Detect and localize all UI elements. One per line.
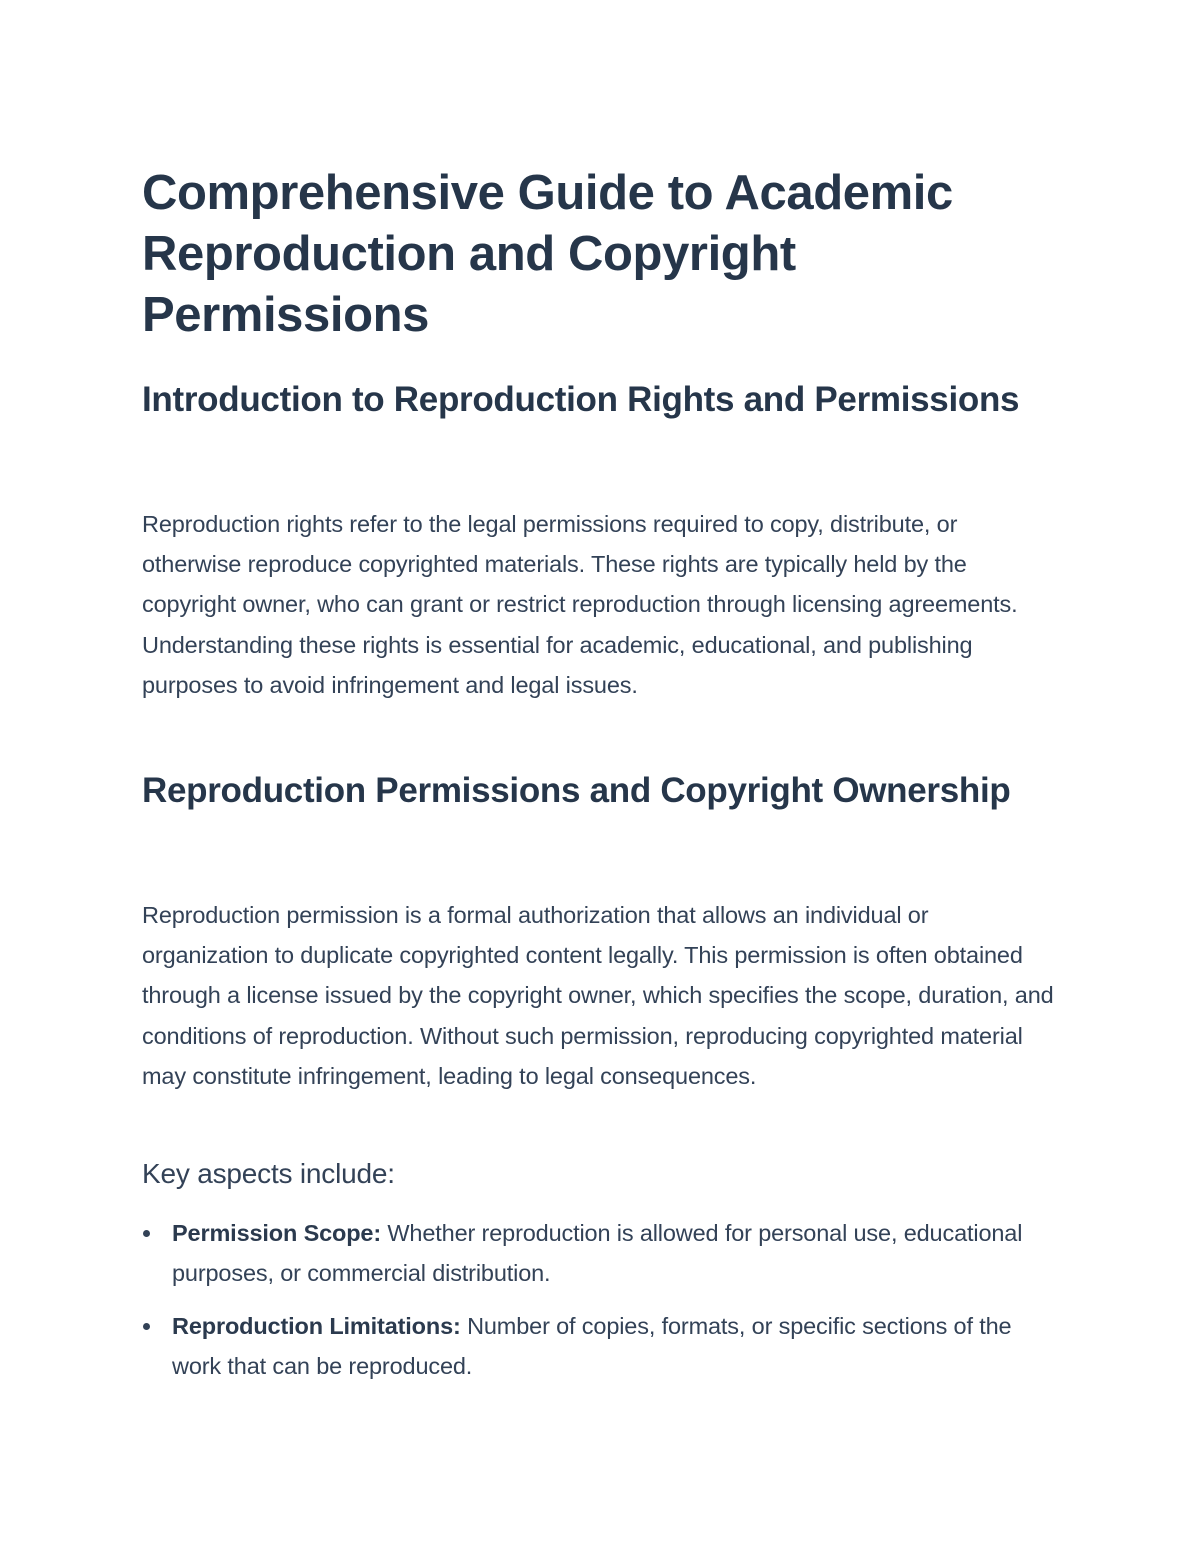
- list-item-text: Number of copies, formats, or specific sections of the work that can be reproduced.: [172, 1313, 1012, 1379]
- section-heading-introduction: Introduction to Reproduction Rights and Permissions: [142, 380, 1020, 419]
- bullet-icon: [143, 1230, 150, 1237]
- introduction-paragraph: Reproduction rights refer to the legal permissions required to copy, distribute, or otherwise reproduce copyrighted materials. These rights are typically held by the copyright owner, who can grant or restrict reproduction through licensing agreements. Understanding these rights is essential for academic, educational, and publishing purposes to avoid infringement and legal issues.: [142, 511, 1018, 698]
- list-item-term: Reproduction Limitations:: [172, 1313, 468, 1339]
- key-aspects-intro: Key aspects include:: [142, 1158, 395, 1189]
- list-item: [142, 1213, 1042, 1293]
- list-item: [142, 1306, 1042, 1386]
- bullet-icon: [143, 1323, 150, 1330]
- permissions-paragraph: Reproduction permission is a formal authorization that allows an individual or organization to duplicate copyrighted content legally. This permission is often obtained through a license issued by the copyright owner, which specifies the scope, duration, and conditions of reproduction. Without such permission, reproducing copyrighted material may constitute infringement, leading to legal consequences.: [142, 902, 1054, 1089]
- section-heading-permissions-ownership: Reproduction Permissions and Copyright Ownership: [142, 771, 1011, 810]
- key-aspects-list: [142, 1213, 1042, 1399]
- document-title: Comprehensive Guide to Academic Reproduction and Copyright Permissions: [142, 166, 953, 342]
- list-item-term: Permission Scope:: [172, 1220, 388, 1246]
- list-item-text: Whether reproduction is allowed for personal use, educational purposes, or commercial distribution.: [172, 1220, 1023, 1286]
